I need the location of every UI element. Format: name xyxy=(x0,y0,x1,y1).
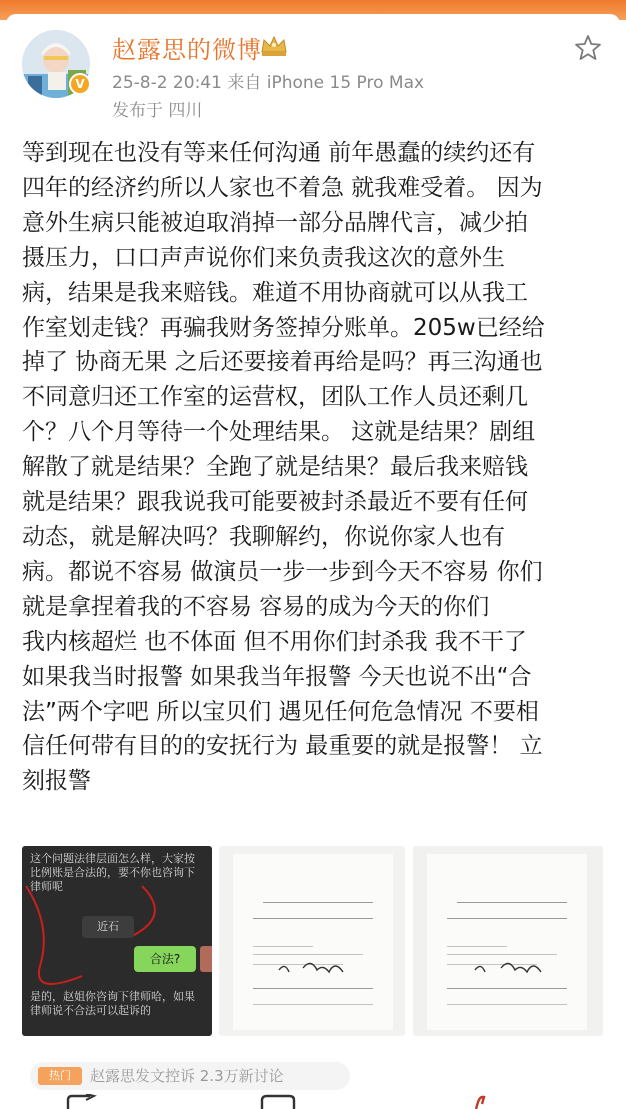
post-line: 法”两个字吧 所以宝贝们 遇见任何危急情况 不要相 xyxy=(22,698,539,725)
post-line: 我内核超烂 也不体面 但不用你们封杀我 我不干了 xyxy=(22,628,527,655)
post-line: 动态，就是解决吗？我聊解约，你说你家人也有 xyxy=(22,523,505,550)
hot-tag: 热门 xyxy=(38,1067,82,1085)
post-line: 不同意归还工作室的运营权，团队工作人员还剩几 xyxy=(22,384,528,411)
post-line: 作室划走钱？再骗我财务签掉分账单。205w已经给 xyxy=(22,314,545,341)
chat-bubble-grey: 近石 xyxy=(82,916,134,938)
image-document-1[interactable] xyxy=(219,846,405,1036)
post-line: 刻报警 xyxy=(22,768,91,795)
post-text xyxy=(22,136,602,799)
like-icon[interactable] xyxy=(462,1094,502,1109)
handwritten-signature xyxy=(219,846,405,1036)
chat-bubble-green: 合法? xyxy=(134,946,196,972)
post-line: 掉了 协商无果 之后还要接着再给是吗？再三沟通也 xyxy=(22,349,543,376)
image-chat-screenshot[interactable] xyxy=(22,846,212,1036)
handwritten-signature xyxy=(413,846,603,1036)
post-line: 个？八个月等待一个处理结果。 这就是结果？剧组 xyxy=(22,419,536,446)
post-location: 发布于 四川 xyxy=(112,101,203,121)
post-line: 就是拿捏着我的不容易 容易的成为今天的你们 xyxy=(22,593,490,620)
chat-message-top: 这个问题法律层面怎么样，大家按比例账是合法的，要不你也咨询下律师呢 xyxy=(30,852,195,893)
post-line: 信任何带有目的的安抚行为 最重要的就是报警！ 立 xyxy=(22,733,543,760)
star-outline-icon[interactable] xyxy=(574,34,602,62)
post-line: 等到现在也没有等来任何沟通 前年愚蠢的续约还有 xyxy=(22,140,536,166)
chat-message-bottom: 是的，赵姐你咨询下律师哈，如果律师说不合法可以起诉的 xyxy=(30,990,195,1017)
verified-badge-icon: V xyxy=(69,73,91,95)
post-line: 解散了就是结果？全跑了就是结果？最后我来赔钱 xyxy=(22,454,528,481)
post-line: 病。都说不容易 做演员一步一步到今天不容易 你们 xyxy=(22,558,543,585)
post-line: 就是结果？跟我说我可能要被封杀最近不要有任何 xyxy=(22,489,528,516)
post-line: 摄压力，口口声声说你们来负责我这次的意外生 xyxy=(22,244,505,271)
post-line: 病，结果是我来赔钱。难道不用协商就可以从我工 xyxy=(22,279,528,306)
share-icon[interactable] xyxy=(64,1094,104,1109)
post-line: 如果我当时报警 如果我当年报警 今天也说不出“合 xyxy=(22,663,532,690)
image-document-2[interactable] xyxy=(413,846,603,1036)
chat-avatar xyxy=(200,946,212,972)
post-line: 意外生病只能被迫取消掉一部分品牌代言，减少拍 xyxy=(22,209,528,236)
crown-vip-icon xyxy=(259,34,289,58)
post-meta: 25-8-2 20:41 来自 iPhone 15 Pro Max xyxy=(112,73,425,93)
username[interactable]: 赵露思的微博 xyxy=(112,36,262,64)
comment-icon[interactable] xyxy=(258,1094,298,1109)
post-line: 四年的经济约所以人家也不着急 就我难受着。 因为 xyxy=(22,174,543,201)
hot-topic-text: 赵露思发文控诉 2.3万新讨论 xyxy=(90,1067,284,1085)
